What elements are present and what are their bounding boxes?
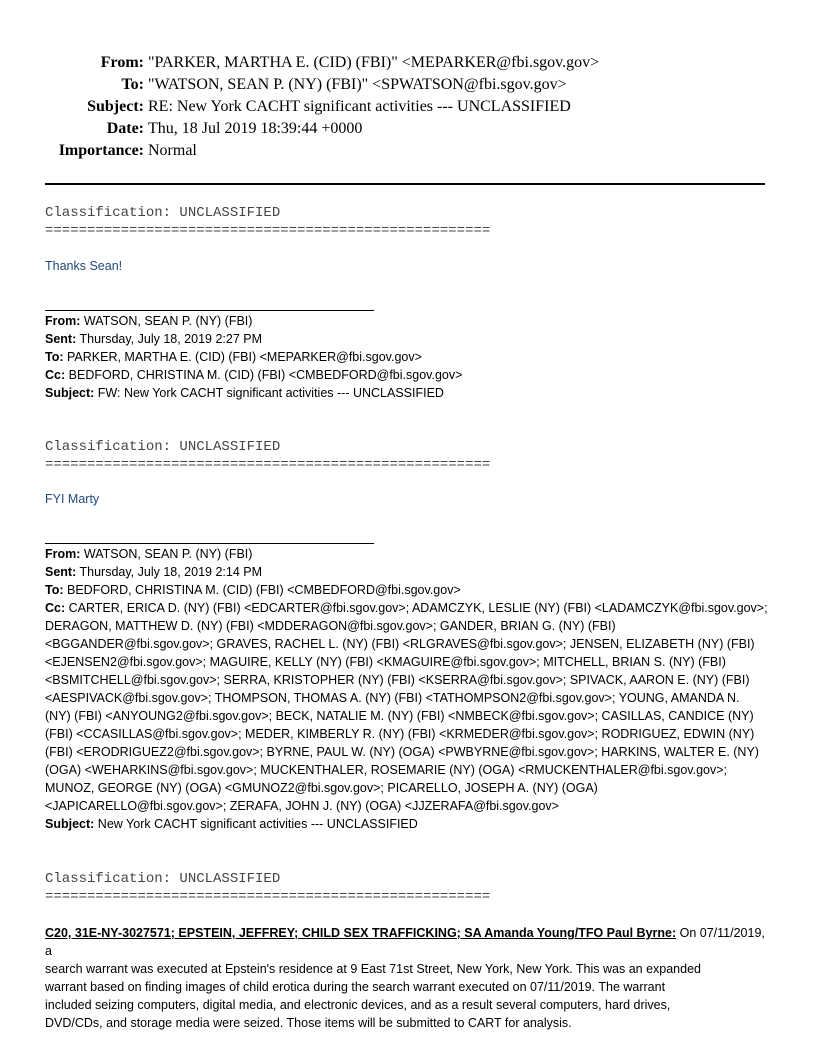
header-divider — [45, 183, 765, 185]
header-date-label: Date: — [106, 120, 144, 137]
header-subject-value: RE: New York CACHT significant activities --- UNCLASSIFIED — [148, 98, 571, 115]
header-importance-value: Normal — [148, 142, 197, 159]
body-line: DVD/CDs, and storage media were seized. Those items will be submitted to CART for analysis. — [45, 1016, 572, 1030]
fwd2-cc-continuation: DERAGON, MATTHEW D. (NY) (FBI) <MDDERAGON@fbi.sgov.gov>; GANDER, BRIAN G. (NY) (FBI) — [45, 619, 616, 633]
header-from-value: "PARKER, MARTHA E. (CID) (FBI)" <MEPARKER@fbi.sgov.gov> — [148, 54, 600, 71]
classification-label-3: Classification: UNCLASSIFIED — [45, 871, 281, 887]
reply-message-1: Thanks Sean! — [45, 259, 123, 273]
case-heading: C20, 31E-NY-3027571; EPSTEIN, JEFFREY; CHILD SEX TRAFFICKING; SA Amanda Young/TFO Paul Byrne: — [45, 926, 677, 940]
fwd2-cc-continuation: (OGA) <WEHARKINS@fbi.sgov.gov>; MUCKENTHALER, ROSEMARIE (NY) (OGA) <RMUCKENTHALER@fbi.sgov.gov>; — [45, 763, 728, 777]
header-date-value: Thu, 18 Jul 2019 18:39:44 +0000 — [148, 120, 363, 137]
fwd2-sent-line: Sent: Thursday, July 18, 2019 2:14 PM — [45, 565, 263, 579]
fwd1-to-line: To: PARKER, MARTHA E. (CID) (FBI) <MEPARKER@fbi.sgov.gov> — [45, 350, 422, 364]
fwd2-cc-continuation: <BGGANDER@fbi.sgov.gov>; GRAVES, RACHEL L. (NY) (FBI) <RLGRAVES@fbi.sgov.gov>; JENSEN, ELIZABETH (NY) (FBI) — [45, 637, 755, 651]
body-line: C20, 31E-NY-3027571; EPSTEIN, JEFFREY; CHILD SEX TRAFFICKING; SA Amanda Young/TFO Paul Byrne: On 07/11/2019, a — [45, 926, 765, 958]
header-to-row — [0, 74, 816, 96]
body-line: warrant based on finding images of child erotica during the search warrant executed on 07/11/2019. The warrant — [45, 980, 666, 994]
fwd2-to-line: To: BEDFORD, CHRISTINA M. (CID) (FBI) <CMBEDFORD@fbi.sgov.gov> — [45, 583, 461, 597]
classification-rule-1: ===================================================== — [45, 223, 491, 239]
classification-label-1: Classification: UNCLASSIFIED — [45, 205, 281, 221]
forwarded-header-1 — [45, 312, 771, 402]
header-importance-label: Importance: — [58, 142, 144, 159]
forwarded-header-2 — [45, 545, 771, 833]
message-separator-2 — [45, 543, 374, 544]
header-subject-label: Subject: — [87, 98, 144, 115]
fwd1-cc-line: Cc: BEDFORD, CHRISTINA M. (CID) (FBI) <CMBEDFORD@fbi.sgov.gov> — [45, 368, 463, 382]
fwd2-from-line: From: WATSON, SEAN P. (NY) (FBI) — [45, 547, 253, 561]
fwd2-cc-continuation: <EJENSEN2@fbi.sgov.gov>; MAGUIRE, KELLY (NY) (FBI) <KMAGUIRE@fbi.sgov.gov>; MITCHELL, BRIAN S. (NY) (FBI) — [45, 655, 726, 669]
fwd2-cc-continuation: <BSMITCHELL@fbi.sgov.gov>; SERRA, KRISTOPHER (NY) (FBI) <KSERRA@fbi.sgov.gov>; SPIVACK, AARON E. (NY) (FBI) — [45, 673, 750, 687]
reply-message-2: FYI Marty — [45, 492, 100, 506]
header-to-label: To: — [121, 76, 144, 93]
header-importance-row — [0, 140, 816, 162]
header-date-row — [0, 118, 816, 140]
fwd1-from-line: From: WATSON, SEAN P. (NY) (FBI) — [45, 314, 253, 328]
body-line: included seizing computers, digital media, and electronic devices, and as a result several computers, hard drives, — [45, 998, 671, 1012]
fwd2-cc-continuation: (NY) (FBI) <ANYOUNG2@fbi.sgov.gov>; BECK, NATALIE M. (NY) (FBI) <NMBECK@fbi.sgov.gov>; CASILLAS, CANDICE (NY) — [45, 709, 754, 723]
fwd2-cc-continuation: (FBI) <CCASILLAS@fbi.sgov.gov>; MEDER, KIMBERLY R. (NY) (FBI) <KRMEDER@fbi.sgov.gov>; RODRIGUEZ, EDWIN (NY) — [45, 727, 755, 741]
body-paragraph — [45, 924, 771, 1032]
body-line: search warrant was executed at Epstein's residence at 9 East 71st Street, New York, New York. This was an expanded — [45, 962, 701, 976]
fwd2-subject-line: Subject: New York CACHT significant activities --- UNCLASSIFIED — [45, 817, 418, 831]
fwd2-cc-continuation: MUNOZ, GEORGE (NY) (OGA) <GMUNOZ2@fbi.sgov.gov>; PICARELLO, JOSEPH A. (NY) (OGA) — [45, 781, 598, 795]
header-subject-row — [0, 96, 816, 118]
classification-label-2: Classification: UNCLASSIFIED — [45, 439, 281, 455]
fwd2-cc-continuation: (FBI) <ERODRIGUEZ2@fbi.sgov.gov>; BYRNE, PAUL W. (NY) (OGA) <PWBYRNE@fbi.sgov.gov>; HARKINS, WALTER E. (NY) — [45, 745, 759, 759]
fwd2-cc-line: Cc: CARTER, ERICA D. (NY) (FBI) <EDCARTER@fbi.sgov.gov>; ADAMCZYK, LESLIE (NY) (FBI) <LADAMCZYK@fbi.sgov.gov>; — [45, 601, 768, 615]
fwd2-cc-continuation: <AESPIVACK@fbi.sgov.gov>; THOMPSON, THOMAS A. (NY) (FBI) <TATHOMPSON2@fbi.sgov.gov>; YOUNG, AMANDA N. — [45, 691, 740, 705]
fwd1-sent-line: Sent: Thursday, July 18, 2019 2:27 PM — [45, 332, 263, 346]
message-separator-1 — [45, 310, 374, 311]
header-from-row — [0, 52, 816, 74]
classification-rule-3: ===================================================== — [45, 889, 491, 905]
fwd1-subject-line: Subject: FW: New York CACHT significant activities --- UNCLASSIFIED — [45, 386, 444, 400]
header-from-label: From: — [100, 54, 144, 71]
email-header — [0, 52, 816, 162]
fwd2-cc-continuation: <JAPICARELLO@fbi.sgov.gov>; ZERAFA, JOHN J. (NY) (OGA) <JJZERAFA@fbi.sgov.gov> — [45, 799, 559, 813]
header-to-value: "WATSON, SEAN P. (NY) (FBI)" <SPWATSON@fbi.sgov.gov> — [148, 76, 567, 93]
classification-rule-2: ===================================================== — [45, 457, 491, 473]
